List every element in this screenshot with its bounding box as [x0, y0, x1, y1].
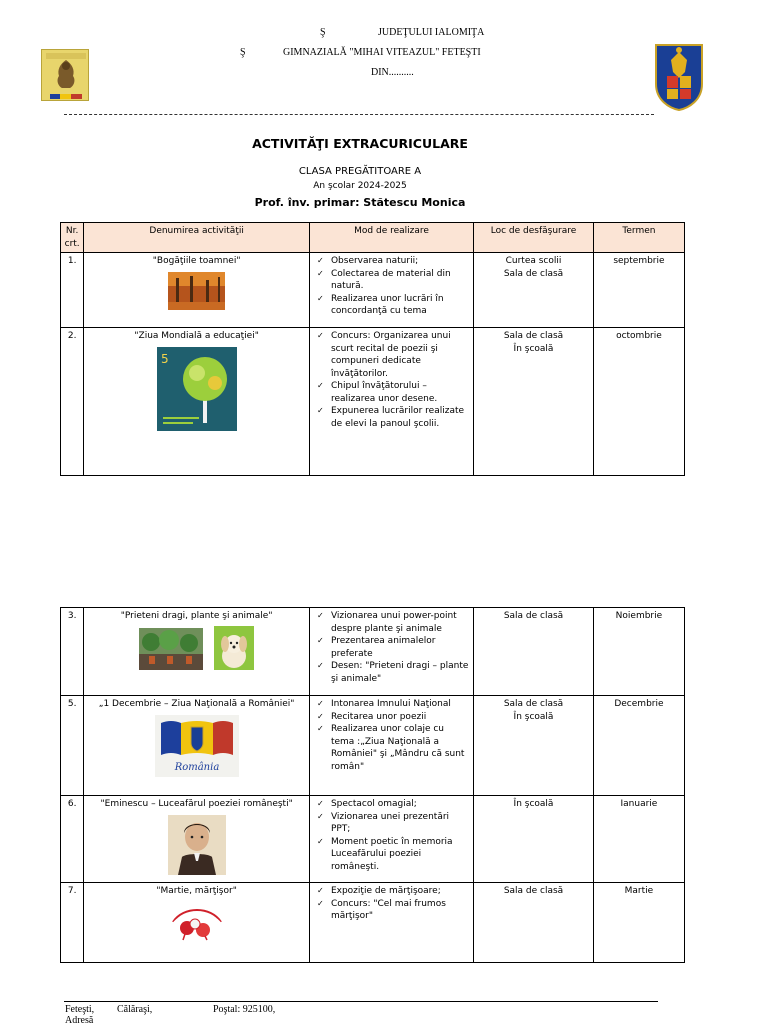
header-school-name: GIMNAZIALĂ "MIHAI VITEAZUL" FETEŞTI — [283, 47, 481, 58]
place-item: Sala de clasă — [503, 611, 564, 621]
row-mode — [309, 253, 473, 328]
row-activity — [84, 253, 310, 328]
row-place — [474, 796, 594, 883]
footer-divider — [64, 1001, 658, 1002]
row-activity — [84, 796, 310, 883]
table-row — [61, 796, 685, 883]
mode-item: ✓ Moment poetic în memoria Luceafărului poeziei româneşti. — [331, 836, 470, 874]
table-row — [61, 608, 685, 696]
school-logo — [41, 49, 89, 101]
activity-name: "Martie, mărţişor" — [156, 886, 237, 896]
row-nr: 2. — [61, 328, 84, 476]
mode-item: ✓ Concurs: "Cel mai frumos mărţişor" — [331, 898, 470, 923]
row-mode — [309, 696, 473, 796]
activity-name: "Ziua Mondială a educaţiei" — [134, 331, 259, 341]
footer-address: Adresă — [65, 1015, 94, 1026]
row-activity — [84, 883, 310, 963]
activity-name: "Prieteni dragi, plante şi animale" — [120, 611, 273, 621]
header-county: JUDEŢULUI IALOMIŢA — [378, 27, 485, 38]
mode-item: ✓ Chipul învăţătorului – realizarea unor desene. — [331, 380, 470, 405]
mode-item: ✓ Vizionarea unei prezentări PPT; — [331, 811, 470, 836]
footer-county: Călăraşi, — [117, 1004, 153, 1015]
row-activity — [84, 328, 310, 476]
activity-name: "Bogăţiile toamnei" — [152, 256, 241, 266]
place-item: În şcoală — [513, 343, 554, 354]
table-row — [61, 328, 685, 476]
header-term: Termen — [593, 223, 684, 253]
row-nr: 3. — [61, 608, 84, 696]
row-term: Ianuarie — [593, 796, 684, 883]
header-mode: Mod de realizare — [309, 223, 473, 253]
footer-postal: Poştal: 925100, — [213, 1004, 276, 1015]
row-activity — [84, 608, 310, 696]
row-place — [474, 696, 594, 796]
school-year: An şcolar 2024-2025 — [313, 181, 407, 191]
mode-item: ✓ Concurs: Organizarea unui scurt recital de poezii şi compuneri dedicate învăţătorilor. — [331, 330, 470, 380]
place-item: În şcoală — [513, 799, 554, 809]
row-place — [474, 328, 594, 476]
mode-item: ✓ Spectacol omagial; — [331, 798, 470, 811]
romania-coat-of-arms-icon — [653, 42, 705, 112]
row-term: octombrie — [593, 328, 684, 476]
row-place — [474, 608, 594, 696]
mode-item: ✓ Observarea naturii; — [331, 255, 470, 268]
mode-item: ✓ Expoziţie de mărţişoare; — [331, 885, 470, 898]
activities-table-part2 — [60, 607, 685, 963]
row-term: Decembrie — [593, 696, 684, 796]
class-name: CLASA PREGĂTITOARE A — [298, 166, 422, 177]
header-line1-left: Ş — [320, 27, 326, 38]
row-mode — [309, 608, 473, 696]
education-day-poster — [157, 347, 237, 431]
row-term: Noiembrie — [593, 608, 684, 696]
mode-item: ✓ Realizarea unor lucrări în concordanţă cu tema — [331, 293, 470, 318]
mode-item: ✓ Expunerea lucrărilor realizate de elevi la panoul şcolii. — [331, 405, 470, 430]
activity-name: "Eminescu – Luceafărul poeziei româneşti" — [100, 799, 293, 809]
row-mode — [309, 328, 473, 476]
row-place — [474, 883, 594, 963]
mode-item: ✓ Desen: "Prieteni dragi – plante şi animale" — [331, 660, 470, 685]
row-place — [474, 253, 594, 328]
header-line2-left: Ş — [240, 47, 246, 58]
teacher-name: Prof. înv. primar: Stătescu Monica — [254, 196, 466, 209]
table-row — [61, 883, 685, 963]
svg-text:România: România — [174, 761, 219, 773]
activities-table-part1 — [60, 222, 685, 476]
row-term: Martie — [593, 883, 684, 963]
table-row — [61, 696, 685, 796]
page-title: ACTIVITĂŢI EXTRACURICULARE — [252, 136, 468, 151]
row-mode — [309, 883, 473, 963]
row-nr: 5. — [61, 696, 84, 796]
place-item: În şcoală — [513, 711, 554, 722]
mode-item: ✓ Vizionarea unui power-point despre plante şi animale — [331, 610, 470, 635]
martisor-image — [165, 902, 229, 942]
row-nr: 7. — [61, 883, 84, 963]
place-item: Sala de clasă — [503, 268, 564, 279]
mode-item: ✓ Recitarea unor poezii — [331, 711, 470, 724]
mode-item: ✓ Prezentarea animalelor preferate — [331, 635, 470, 660]
mode-item: ✓ Intonarea Imnului Naţional — [331, 698, 470, 711]
svg-text:5: 5 — [161, 351, 169, 366]
row-nr: 6. — [61, 796, 84, 883]
table-row — [61, 253, 685, 328]
row-mode — [309, 796, 473, 883]
activity-images — [87, 626, 306, 670]
place-item: Sala de clasă — [503, 331, 564, 341]
mode-item: ✓ Colectarea de material din natură. — [331, 268, 470, 293]
puppy-image — [214, 626, 254, 670]
footer-city: Feteşti, — [65, 1004, 95, 1015]
header-registration: DIN.......... — [371, 67, 414, 78]
autumn-forest-image — [168, 272, 225, 310]
row-activity — [84, 696, 310, 796]
header-name: Denumirea activităţii — [84, 223, 310, 253]
eminescu-portrait — [168, 815, 226, 875]
place-item: Sala de clasă — [503, 886, 564, 896]
place-item: Curtea scolii — [505, 256, 562, 266]
row-term: septembrie — [593, 253, 684, 328]
header-divider — [64, 114, 654, 115]
table-header-row — [61, 223, 685, 253]
mode-item: ✓ Realizarea unor colaje cu tema :„Ziua Naţională a României" şi „Mândru că sunt român" — [331, 723, 470, 773]
plants-image — [139, 628, 203, 670]
place-item: Sala de clasă — [503, 699, 564, 709]
activity-name: „1 Decembrie – Ziua Naţională a României" — [98, 699, 295, 709]
header-place: Loc de desfăşurare — [474, 223, 594, 253]
row-nr: 1. — [61, 253, 84, 328]
romania-flag-image — [155, 715, 239, 777]
header-nr: Nr. crt. — [61, 223, 84, 253]
